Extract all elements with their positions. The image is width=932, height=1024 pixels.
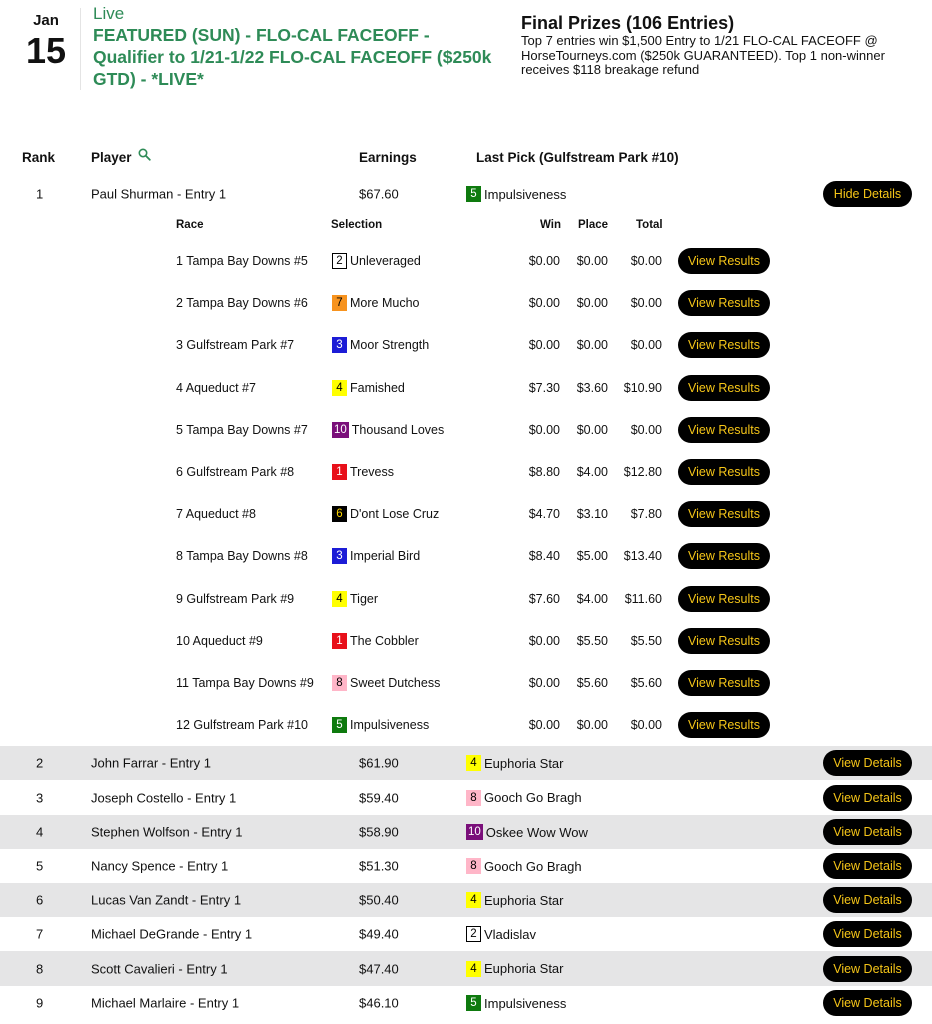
prizes-description: Top 7 entries win $1,500 Entry to 1/21 FLO-CAL FACEOFF @ HorseTourneys.com ($250k GUARANTEED). Top 1 non-winner receives $118 breakage refund bbox=[521, 33, 885, 77]
race-win: $0.00 bbox=[528, 718, 560, 733]
view-results-button[interactable]: View Results bbox=[678, 543, 770, 569]
horse-name: Sweet Dutchess bbox=[350, 676, 441, 690]
horse-name: Vladislav bbox=[484, 926, 537, 942]
rank-header: Rank bbox=[22, 150, 56, 165]
race-selection bbox=[332, 380, 405, 396]
horse-name: Euphoria Star bbox=[484, 961, 564, 976]
race-selection bbox=[332, 675, 440, 691]
prizes-info bbox=[521, 13, 916, 78]
race-result-row bbox=[0, 409, 932, 451]
last-pick-header: Last Pick (Gulfstream Park #10) bbox=[476, 150, 679, 165]
leaderboard-row bbox=[0, 780, 932, 815]
race-total: $13.40 bbox=[623, 549, 662, 564]
entry-last-pick bbox=[466, 892, 564, 908]
race-name: 7 Aqueduct #8 bbox=[176, 507, 256, 522]
view-details-button[interactable]: View Details bbox=[823, 853, 912, 879]
entry-earnings: $51.30 bbox=[359, 858, 399, 874]
horse-name: Moor Strength bbox=[350, 338, 430, 353]
entry-last-pick bbox=[466, 824, 588, 840]
header-divider bbox=[80, 8, 81, 90]
race-selection bbox=[332, 548, 420, 564]
view-details-button[interactable]: View Details bbox=[823, 785, 912, 811]
race-result-row bbox=[0, 240, 932, 282]
race-total: $12.80 bbox=[623, 465, 662, 479]
view-results-button[interactable]: View Results bbox=[678, 586, 770, 612]
entry-rank: 7 bbox=[36, 926, 44, 942]
race-total: $0.00 bbox=[630, 422, 662, 437]
race-place: $3.10 bbox=[576, 507, 608, 522]
entry-earnings: $58.90 bbox=[359, 824, 399, 840]
race-total: $7.80 bbox=[630, 507, 662, 522]
program-number-badge: 8 bbox=[466, 858, 481, 874]
race-result-row bbox=[0, 324, 932, 366]
race-selection bbox=[332, 717, 429, 733]
horse-name: More Mucho bbox=[350, 296, 420, 311]
horse-name: Tiger bbox=[350, 591, 379, 606]
program-number-badge: 1 bbox=[332, 464, 347, 480]
entry-earnings: $67.60 bbox=[359, 186, 399, 202]
race-win: $4.70 bbox=[528, 507, 560, 522]
leaderboard-row bbox=[0, 815, 932, 849]
race-total: $0.00 bbox=[630, 338, 662, 353]
entry-last-pick bbox=[466, 858, 582, 874]
earnings-header: Earnings bbox=[359, 150, 417, 165]
horse-name: Euphoria Star bbox=[484, 892, 564, 908]
race-selection bbox=[332, 295, 419, 311]
entry-earnings: $47.40 bbox=[359, 961, 399, 976]
race-name: 11 Tampa Bay Downs #9 bbox=[176, 676, 314, 690]
race-win: $0.00 bbox=[528, 422, 560, 437]
horse-name: Oskee Wow Wow bbox=[485, 824, 588, 840]
leaderboard-row bbox=[0, 176, 932, 212]
view-details-button[interactable]: View Details bbox=[823, 956, 912, 982]
horse-name: The Cobbler bbox=[350, 633, 419, 648]
race-win: $7.60 bbox=[528, 591, 560, 606]
entry-last-pick bbox=[466, 961, 564, 977]
program-number-badge: 4 bbox=[332, 380, 347, 396]
race-selection bbox=[332, 422, 444, 438]
entry-rank: 3 bbox=[36, 790, 44, 805]
program-number-badge: 2 bbox=[466, 926, 481, 942]
race-win: $8.40 bbox=[528, 549, 560, 564]
program-number-badge: 1 bbox=[332, 633, 347, 649]
entry-player: Joseph Costello - Entry 1 bbox=[91, 790, 237, 805]
horse-name: D'ont Lose Cruz bbox=[350, 507, 440, 522]
details-selection-header: Selection bbox=[331, 219, 383, 231]
entry-rank: 9 bbox=[36, 995, 44, 1011]
race-result-row bbox=[0, 578, 932, 620]
view-results-button[interactable]: View Results bbox=[678, 670, 770, 696]
entry-earnings: $50.40 bbox=[359, 892, 399, 908]
race-total: $0.00 bbox=[630, 718, 662, 733]
race-selection bbox=[332, 337, 429, 353]
program-number-badge: 10 bbox=[334, 423, 347, 436]
horse-name: Gooch Go Bragh bbox=[484, 858, 582, 874]
race-place: $0.00 bbox=[576, 338, 608, 353]
details-win-header: Win bbox=[540, 219, 561, 231]
race-place: $0.00 bbox=[576, 296, 608, 311]
view-details-button[interactable]: View Details bbox=[823, 750, 912, 776]
race-total: $5.50 bbox=[630, 633, 662, 648]
view-details-button[interactable]: View Details bbox=[823, 921, 912, 947]
program-number-badge: 4 bbox=[466, 961, 481, 977]
race-name: 1 Tampa Bay Downs #5 bbox=[176, 254, 308, 268]
entry-player: John Farrar - Entry 1 bbox=[91, 755, 211, 771]
race-win: $8.80 bbox=[528, 465, 560, 479]
details-total-header: Total bbox=[636, 219, 663, 231]
entry-last-pick bbox=[466, 995, 566, 1011]
program-number-badge: 10 bbox=[468, 826, 481, 838]
view-results-button[interactable]: View Results bbox=[678, 248, 770, 274]
entry-rank: 2 bbox=[36, 755, 44, 771]
details-race-header: Race bbox=[176, 219, 204, 231]
event-status: Live bbox=[93, 4, 125, 23]
view-details-button[interactable]: View Details bbox=[823, 990, 912, 1016]
race-place: $4.00 bbox=[576, 465, 608, 479]
race-total: $0.00 bbox=[630, 254, 662, 268]
race-place: $4.00 bbox=[576, 591, 608, 606]
search-icon[interactable] bbox=[138, 148, 151, 161]
race-selection bbox=[332, 506, 439, 522]
race-win: $0.00 bbox=[528, 296, 560, 311]
view-details-button[interactable]: View Details bbox=[823, 887, 912, 913]
entry-player: Stephen Wolfson - Entry 1 bbox=[91, 824, 243, 840]
event-day: 15 bbox=[25, 30, 67, 71]
details-place-header: Place bbox=[578, 219, 609, 231]
horse-name: Thousand Loves bbox=[351, 422, 445, 437]
event-info bbox=[93, 5, 493, 90]
race-win: $0.00 bbox=[528, 338, 560, 353]
race-place: $0.00 bbox=[576, 422, 608, 437]
event-date bbox=[20, 12, 72, 71]
race-total: $5.60 bbox=[630, 676, 662, 690]
race-win: $0.00 bbox=[528, 633, 560, 648]
program-number-badge: 5 bbox=[332, 717, 347, 733]
leaderboard-row bbox=[0, 849, 932, 883]
leaderboard-row bbox=[0, 746, 932, 780]
entry-player: Michael DeGrande - Entry 1 bbox=[91, 926, 253, 942]
view-results-button[interactable]: View Results bbox=[678, 332, 770, 358]
race-name: 9 Gulfstream Park #9 bbox=[176, 591, 295, 606]
race-result-row bbox=[0, 535, 932, 577]
program-number-badge: 8 bbox=[466, 790, 481, 806]
entry-player: Lucas Van Zandt - Entry 1 bbox=[91, 892, 242, 908]
horse-name: Famished bbox=[350, 380, 405, 395]
race-place: $3.60 bbox=[576, 380, 608, 395]
program-number-badge: 5 bbox=[466, 995, 481, 1011]
race-selection bbox=[332, 633, 419, 649]
program-number-badge: 4 bbox=[332, 591, 347, 607]
race-name: 10 Aqueduct #9 bbox=[176, 633, 263, 648]
race-total: $10.90 bbox=[623, 380, 662, 395]
prizes-title: Final Prizes (106 Entries) bbox=[521, 13, 735, 33]
entry-earnings: $49.40 bbox=[359, 926, 399, 942]
race-place: $0.00 bbox=[576, 254, 608, 268]
program-number-badge: 7 bbox=[332, 295, 347, 311]
horse-name: Euphoria Star bbox=[484, 755, 564, 771]
race-win: $0.00 bbox=[528, 676, 560, 690]
entry-rank: 4 bbox=[36, 824, 44, 840]
entry-earnings: $61.90 bbox=[359, 755, 399, 771]
horse-name: Trevess bbox=[350, 465, 394, 479]
leaderboard-row bbox=[0, 986, 932, 1020]
leaderboard-row bbox=[0, 951, 932, 986]
entry-player: Michael Marlaire - Entry 1 bbox=[91, 995, 240, 1011]
race-place: $5.50 bbox=[576, 633, 608, 648]
horse-name: Impulsiveness bbox=[350, 718, 430, 733]
view-results-button[interactable]: View Results bbox=[678, 375, 770, 401]
player-header-label: Player bbox=[91, 150, 132, 165]
race-name: 5 Tampa Bay Downs #7 bbox=[176, 422, 308, 437]
entry-earnings: $46.10 bbox=[359, 995, 399, 1011]
race-name: 3 Gulfstream Park #7 bbox=[176, 338, 295, 353]
race-selection bbox=[332, 464, 394, 480]
race-total: $11.60 bbox=[624, 591, 662, 606]
entry-player: Paul Shurman - Entry 1 bbox=[91, 186, 227, 202]
race-selection bbox=[332, 591, 378, 607]
entry-last-pick bbox=[466, 755, 564, 771]
race-win: $0.00 bbox=[528, 254, 560, 268]
view-results-button[interactable]: View Results bbox=[678, 712, 770, 738]
race-result-row bbox=[0, 451, 932, 493]
race-name: 12 Gulfstream Park #10 bbox=[176, 718, 309, 733]
race-name: 4 Aqueduct #7 bbox=[176, 380, 256, 395]
entry-last-pick bbox=[466, 186, 566, 202]
race-name: 8 Tampa Bay Downs #8 bbox=[176, 549, 308, 564]
race-result-row bbox=[0, 282, 932, 324]
event-title: FEATURED (SUN) - FLO-CAL FACEOFF - Qualifier to 1/21-1/22 FLO-CAL FACEOFF ($250k GTD) - *LIVE* bbox=[93, 25, 492, 89]
entry-last-pick bbox=[466, 926, 536, 942]
race-selection bbox=[332, 253, 421, 269]
program-number-badge: 2 bbox=[332, 253, 347, 269]
entry-rank: 8 bbox=[36, 961, 44, 976]
entry-player: Nancy Spence - Entry 1 bbox=[91, 858, 229, 874]
race-name: 6 Gulfstream Park #8 bbox=[176, 465, 295, 479]
race-result-row bbox=[0, 704, 932, 746]
entry-rank: 5 bbox=[36, 858, 44, 874]
horse-name: Impulsiveness bbox=[484, 186, 567, 202]
race-result-row bbox=[0, 367, 932, 409]
entry-player: Scott Cavalieri - Entry 1 bbox=[91, 961, 228, 976]
player-header bbox=[91, 150, 151, 165]
view-results-button[interactable]: View Results bbox=[678, 290, 770, 316]
program-number-badge: 4 bbox=[466, 755, 481, 771]
program-number-badge: 4 bbox=[466, 892, 481, 908]
view-results-button[interactable]: View Results bbox=[678, 417, 770, 443]
view-results-button[interactable]: View Results bbox=[678, 501, 770, 527]
horse-name: Unleveraged bbox=[350, 254, 421, 268]
leaderboard-row bbox=[0, 883, 932, 917]
horse-name: Impulsiveness bbox=[484, 995, 567, 1011]
race-total: $0.00 bbox=[630, 296, 662, 311]
race-win: $7.30 bbox=[528, 380, 560, 395]
race-place: $0.00 bbox=[576, 718, 608, 733]
event-month: Jan bbox=[33, 12, 59, 29]
hide-details-button[interactable]: Hide Details bbox=[823, 181, 912, 207]
view-details-button[interactable]: View Details bbox=[823, 819, 912, 845]
race-name: 2 Tampa Bay Downs #6 bbox=[176, 296, 308, 311]
entry-rank: 6 bbox=[36, 892, 44, 908]
entry-rank: 1 bbox=[36, 186, 44, 202]
race-place: $5.00 bbox=[576, 549, 608, 564]
program-number-badge: 3 bbox=[332, 548, 347, 564]
program-number-badge: 8 bbox=[332, 675, 347, 691]
race-place: $5.60 bbox=[576, 676, 608, 690]
horse-name: Imperial Bird bbox=[350, 549, 421, 564]
view-results-button[interactable]: View Results bbox=[678, 459, 770, 485]
horse-name: Gooch Go Bragh bbox=[484, 790, 582, 805]
leaderboard-row bbox=[0, 917, 932, 951]
program-number-badge: 3 bbox=[332, 337, 347, 353]
entry-earnings: $59.40 bbox=[359, 790, 399, 805]
race-result-row bbox=[0, 493, 932, 535]
entry-last-pick bbox=[466, 790, 582, 806]
race-result-row bbox=[0, 662, 932, 704]
program-number-badge: 6 bbox=[332, 506, 347, 522]
program-number-badge: 5 bbox=[466, 186, 481, 202]
view-results-button[interactable]: View Results bbox=[678, 628, 770, 654]
race-result-row bbox=[0, 620, 932, 662]
